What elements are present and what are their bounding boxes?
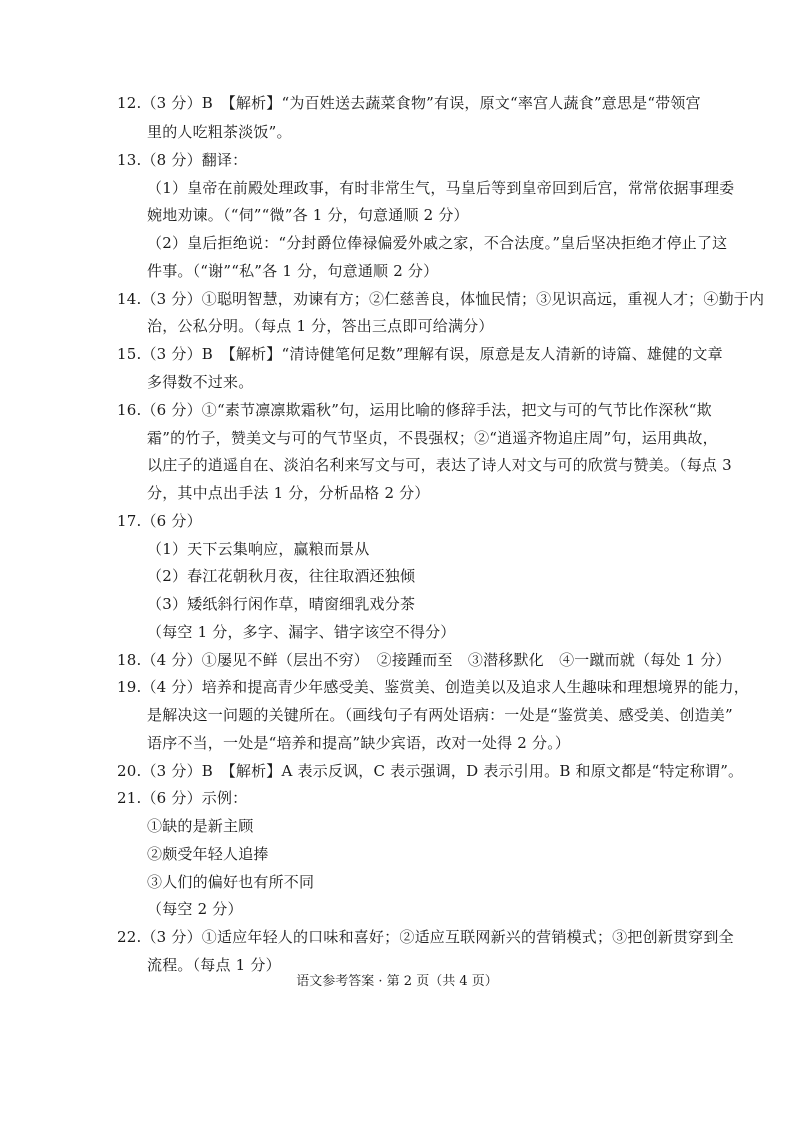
answer-17-line-2: （2）春江花朝秋月夜，往往取酒还独倾 [147,567,416,585]
answer-14-line-1: 14.（3 分）①聪明智慧，劝谏有方；②仁慈善良，体恤民情；③见识高远，重视人才；④勤于内 [117,290,765,308]
answer-13-line-2: 婉地劝谏。（“伺”“微”各 1 分，句意通顺 2 分） [147,206,469,224]
answer-13-line-1: （1）皇帝在前殿处理政事，有时非常生气，马皇后等到皇帝回到后宫，常常依据事理委 [147,179,735,197]
answer-21-line-2: ②颇受年轻人追捧 [147,845,269,863]
answer-17-line-4: （每空 1 分，多字、漏字、错字该空不得分） [147,623,456,641]
answer-21-line-3: ③人们的偏好也有所不同 [147,873,315,891]
answer-17-line-3: （3）矮纸斜行闲作草，晴窗细乳戏分茶 [147,595,416,613]
answer-15-line-2: 多得数不过来。 [147,373,254,391]
answer-19-line-2: 是解决这一问题的关键所在。（画线句子有两处语病：一处是“鉴赏美、感受美、创造美” [147,706,733,724]
answer-16-line-4: 分，其中点出手法 1 分，分析品格 2 分） [147,484,430,502]
answer-18-line-1: 18.（4 分）①屡见不鲜（层出不穷） ②接踵而至 ③潜移默化 ④一蹴而就（每处 1 分） [117,651,731,669]
answer-16-line-1: 16.（6 分）①“素节凛凛欺霜秋”句，运用比喻的修辞手法，把文与可的气节比作深秋“欺 [117,401,712,419]
answer-14-line-2: 治，公私分明。（每点 1 分，答出三点即可给满分） [147,317,494,335]
answer-21-line-4: （每空 2 分） [147,900,243,918]
answer-21-header: 21.（6 分）示例： [117,789,248,807]
answer-13-line-4: 件事。（“谢”“私”各 1 分，句意通顺 2 分） [147,262,439,280]
answer-12-line-1: 12.（3 分）B 【解析】“为百姓送去蔬菜食物”有误，原文“率宫人蔬食”意思是“带领宫 [117,94,701,112]
answer-13-header: 13.（8 分）翻译： [117,151,248,169]
answer-21-line-1: ①缺的是新主顾 [147,817,254,835]
answer-20-line-1: 20.（3 分）B 【解析】A 表示反讽，C 表示强调，D 表示引用。B 和原文都是“特定称谓”。 [117,762,744,780]
answer-17-line-1: （1）天下云集响应，赢粮而景从 [147,540,370,558]
answer-16-line-2: 霜”的竹子，赞美文与可的气节坚贞，不畏强权；②“逍遥齐物追庄周”句，运用典故， [147,429,718,447]
answer-15-line-1: 15.（3 分）B 【解析】“清诗健笔何足数”理解有误，原意是友人清新的诗篇、雄健的文章 [117,345,723,363]
answer-16-line-3: 以庄子的逍遥自在、淡泊名利来写文与可，表达了诗人对文与可的欣赏与赞美。（每点 3 [147,456,732,474]
page-footer: 语文参考答案 · 第 2 页（共 4 页） [296,974,498,989]
answer-22-line-1: 22.（3 分）①适应年轻人的口味和喜好；②适应互联网新兴的营销模式；③把创新贯穿到全 [117,928,734,946]
answer-19-line-3: 语序不当，一处是“培养和提高”缺少宾语，改对一处得 2 分。） [147,734,571,752]
answer-22-line-2: 流程。（每点 1 分） [147,956,281,974]
answer-13-line-3: （2）皇后拒绝说：“分封爵位俸禄偏爱外戚之家，不合法度。”皇后坚决拒绝才停止了这 [147,234,728,252]
answer-17-header: 17.（6 分） [117,512,202,530]
answer-12-line-2: 里的人吃粗茶淡饭”。 [147,123,292,141]
answer-19-line-1: 19.（4 分）培养和提高青少年感受美、鉴赏美、创造美以及追求人生趣味和理想境界的能力， [117,678,749,696]
